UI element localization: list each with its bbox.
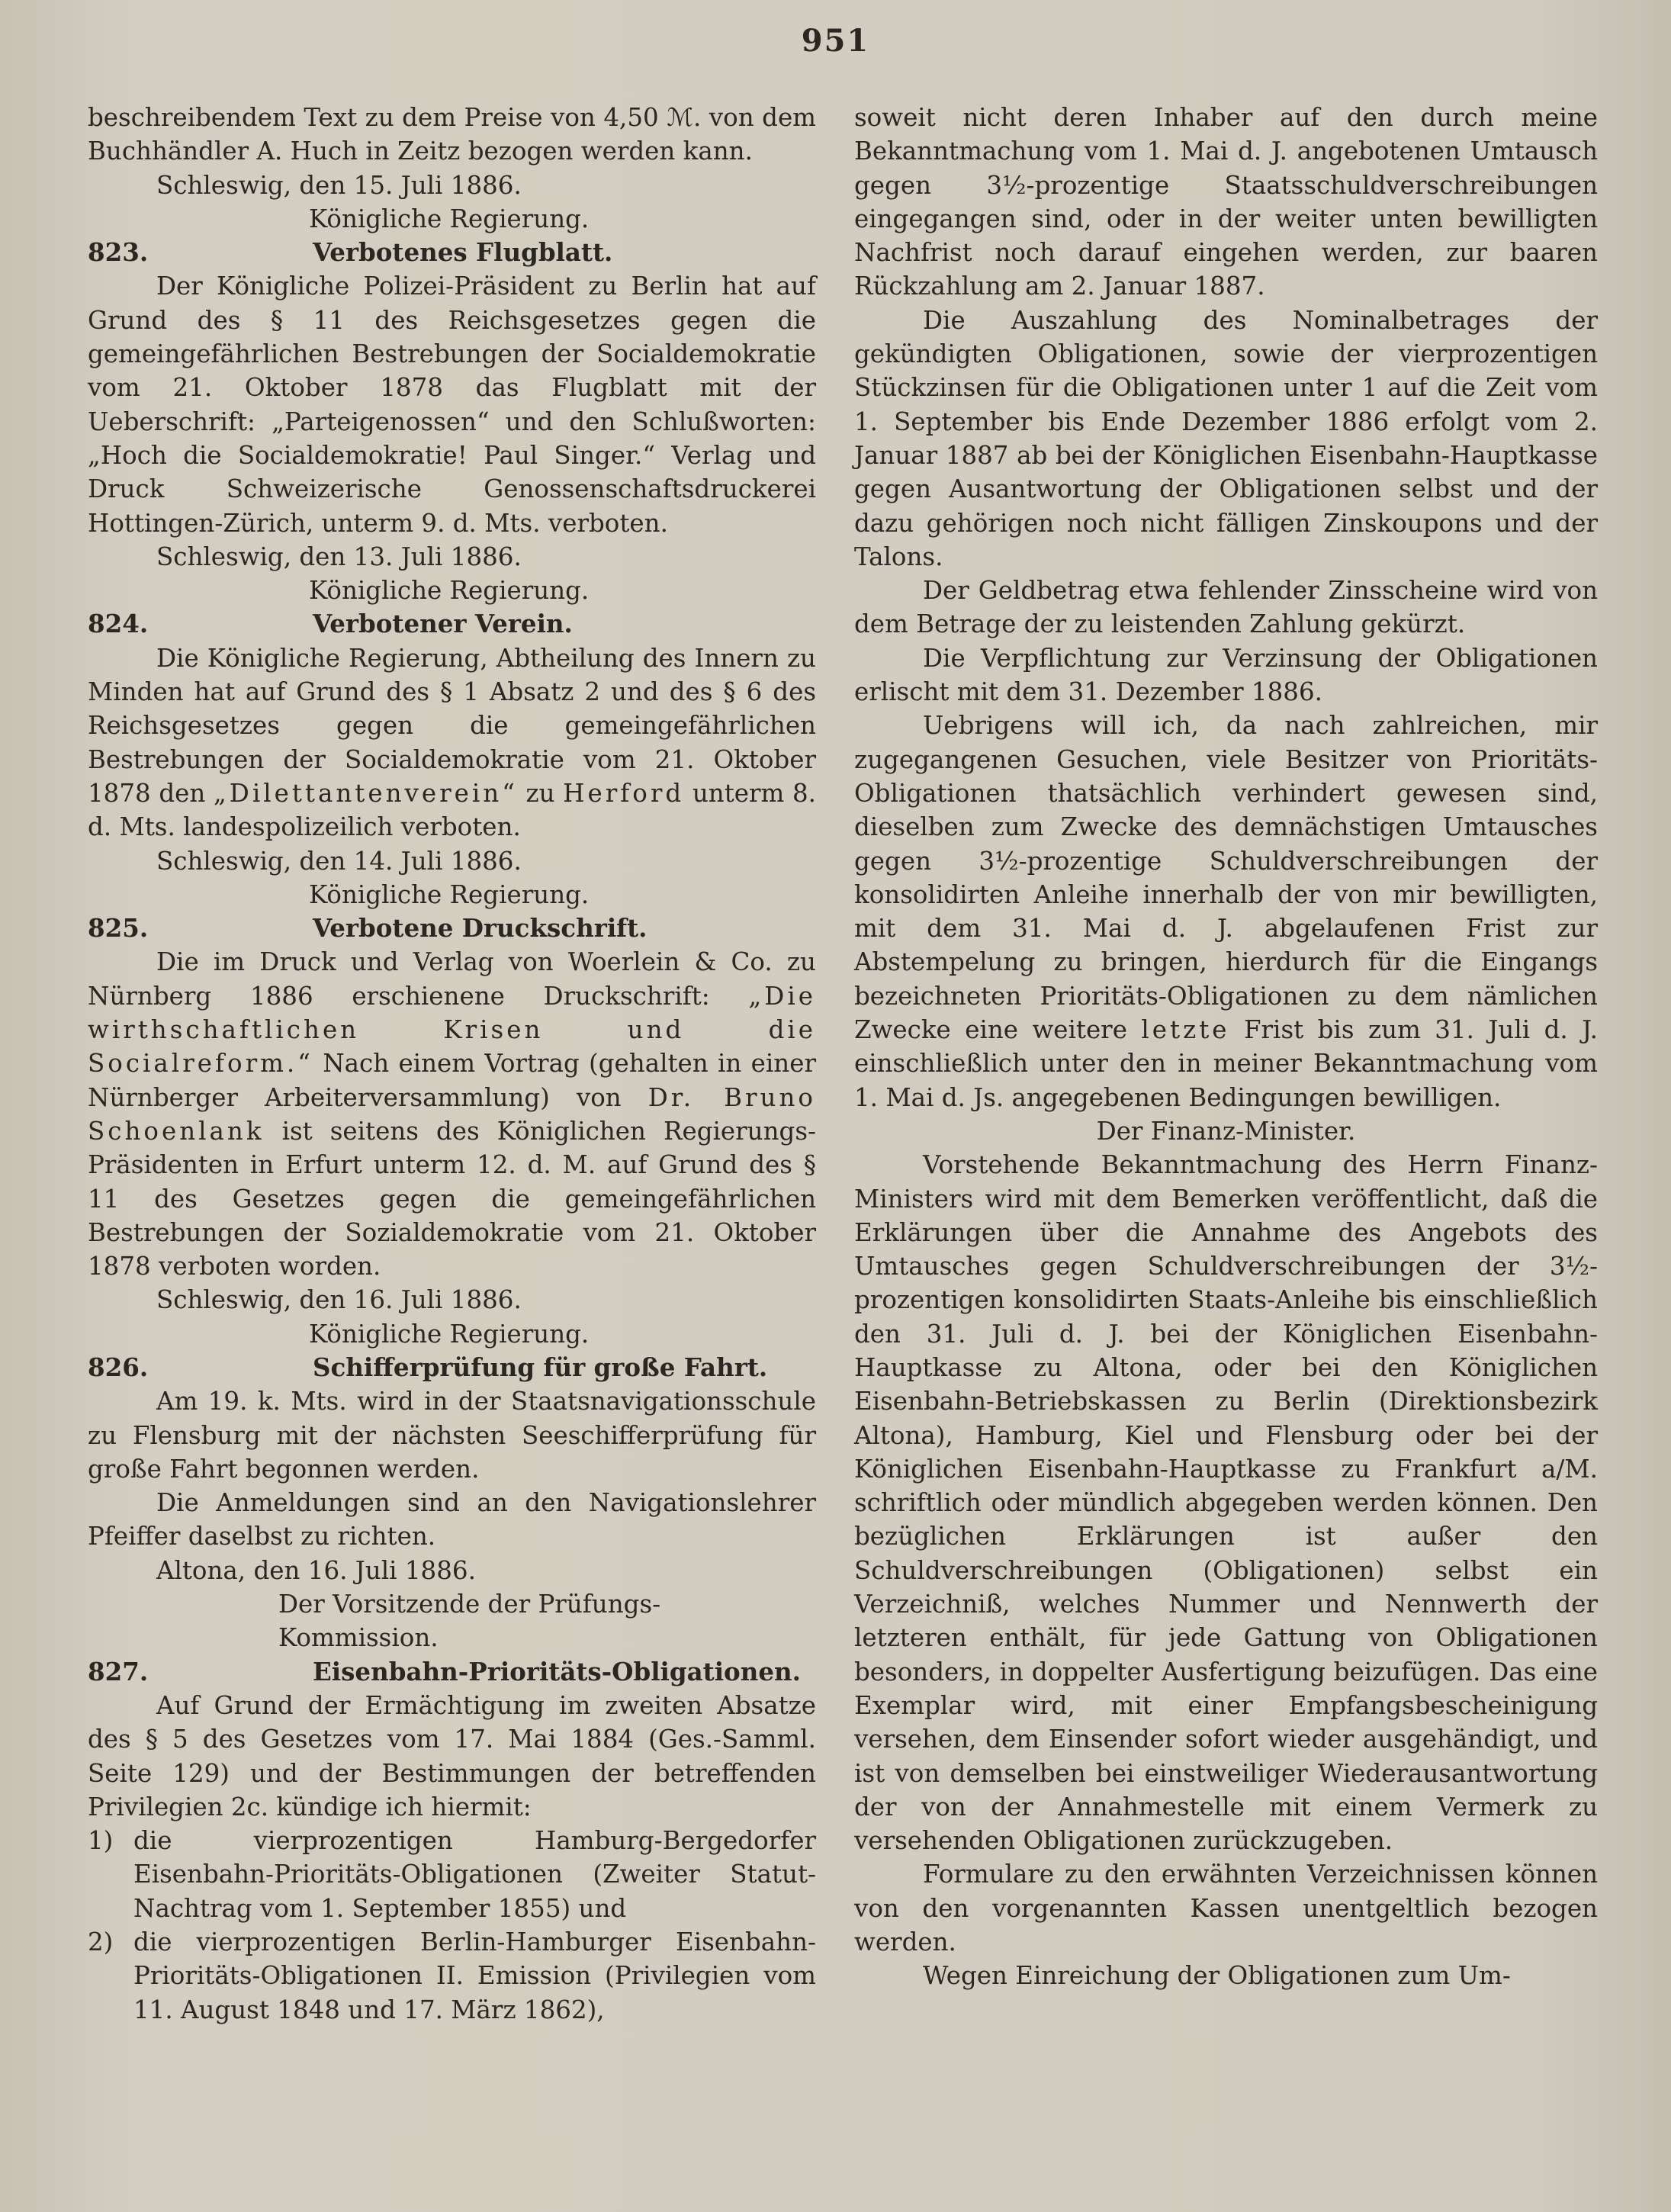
- paragraph: Die Verpflichtung zur Verzinsung der Obligationen erlischt mit dem 31. Dezember 1886.: [854, 643, 1598, 707]
- section-824-signature: Königliche Regierung.: [309, 879, 590, 909]
- section-number: 824.: [88, 609, 149, 639]
- section-823-place-date: Schleswig, den 13. Juli 1886.: [156, 542, 522, 571]
- list-marker: 2): [88, 1927, 114, 1957]
- section-number: 823.: [88, 237, 149, 268]
- body-text: zu: [517, 778, 564, 808]
- body-text: ist seitens des Königlichen Regierungs-Präsidenten in Erfurt unterm 12. d. M. auf Grund des § 11 des Gesetzes gegen die gemeingefährlichen Bestrebungen der Sozialdemokratie vom 21. Oktober 1878 verboten worden.: [88, 1116, 816, 1281]
- section-823-body: Der Königliche Polizei-Präsident zu Berlin hat auf Grund des § 11 des Reichsgesetzes gegen die gemeingefährlichen Bestrebungen der Socialdemokratie vom 21. Oktober 1878 das Flugblatt mit der Ueberschrift: „Parteigenossen“ und den Schlußworten: „Hoch die Socialdemokratie! Paul Singer.“ Verlag und Druck Schweizerische Genossenschaftsdruckerei Hottingen-Zürich, unterm 9. d. Mts. verboten.: [88, 272, 816, 538]
- continuation-place-date: Schleswig, den 15. Juli 1886.: [156, 170, 522, 200]
- continuation-signature: Königliche Regierung.: [309, 204, 590, 233]
- right-column: [854, 101, 1598, 1993]
- emphasis-word: letzte: [1141, 1015, 1230, 1045]
- section-title: Verbotene Druckschrift.: [313, 913, 648, 944]
- section-825-body: [88, 945, 816, 1283]
- list-text: die vierprozentigen Berlin-Hamburger Eisenbahn-Prioritäts-Obligationen II. Emission (Privilegien vom 11. August 1848 und 17. März 1862),: [133, 1927, 816, 2024]
- body-text: Frist bis zum 31. Juli d. J. einschließlich unter den in meiner Bekanntmachung vom 1. Mai d. Js. angegebenen Bedingungen bewilligen.: [854, 1015, 1598, 1112]
- section-827-heading: [88, 1655, 816, 1689]
- section-823-heading: [88, 236, 816, 269]
- section-title: Eisenbahn-Prioritäts-Obligationen.: [313, 1656, 801, 1686]
- list-item: [88, 1925, 816, 2027]
- paragraph: Formulare zu den erwähnten Verzeichnissen können von den vorgenannten Kassen unentgeltlich bezogen werden.: [854, 1860, 1598, 1957]
- paragraph: soweit nicht deren Inhaber auf den durch meine Bekanntmachung vom 1. Mai d. J. angebotenen Umtausch gegen 3½-prozentige Staatsschuldverschreibungen eingegangen sind, oder in der weiter unten bewilligten Nachfrist noch darauf eingehen werden, zur baaren Rückzahlung am 2. Januar 1887.: [854, 103, 1598, 301]
- paragraph: Der Geldbetrag etwa fehlender Zinsscheine wird von dem Betrage der zu leistenden Zahlung gekürzt.: [854, 576, 1598, 639]
- city-name: Herford: [563, 778, 685, 808]
- section-825-signature: Königliche Regierung.: [309, 1319, 590, 1349]
- section-825-place-date: Schleswig, den 16. Juli 1886.: [156, 1285, 522, 1315]
- section-826-heading: [88, 1351, 816, 1384]
- minister-signature: Der Finanz-Minister.: [1096, 1116, 1356, 1146]
- section-title: Schifferprüfung für große Fahrt.: [313, 1352, 768, 1382]
- list-item: [88, 1824, 816, 1925]
- section-823-signature: Königliche Regierung.: [309, 576, 590, 606]
- list-marker: 1): [88, 1826, 114, 1856]
- body-text: Die Königliche Regierung, Abtheilung des Innern zu Minden hat auf Grund des § 1 Absatz 2 und des § 6 des Reichsgesetzes gegen die gemeingefährlichen Bestrebungen der Socialdemokratie vom 21. Oktober 1878 den: [88, 643, 816, 808]
- left-column: [88, 101, 816, 2027]
- author-name: Dr. Bruno Schoenlank: [88, 1082, 816, 1146]
- continuation-text: beschreibendem Text zu dem Preise von 4,50 ℳ. von dem Buchhändler A. Huch in Zeitz bezogen werden kann.: [88, 103, 816, 166]
- paragraph: Die Auszahlung des Nominalbetrages der gekündigten Obligationen, sowie der vierprozentigen Stückzinsen für die Obligationen unter 1 auf die Zeit vom 1. September bis Ende Dezember 1886 erfolgt vom 2. Januar 1887 ab bei der Königlichen Eisenbahn-Hauptkasse gegen Ausantwortung der Obligationen selbst und der dazu gehörigen noch nicht fälligen Zinskoupons und der Talons.: [854, 305, 1598, 571]
- paragraph: [854, 709, 1598, 1114]
- section-824-body: [88, 641, 816, 844]
- section-826-place-date: Altona, den 16. Juli 1886.: [156, 1555, 476, 1585]
- section-number: 827.: [88, 1656, 149, 1686]
- section-826-signature: Der Vorsitzende der Prüfungs-Kommission.: [278, 1590, 661, 1653]
- section-title: Verbotenes Flugblatt.: [313, 237, 613, 268]
- section-824-place-date: Schleswig, den 14. Juli 1886.: [156, 846, 522, 876]
- section-826-body-2: Die Anmeldungen sind an den Navigationslehrer Pfeiffer daselbst zu richten.: [88, 1488, 816, 1551]
- paragraph: Wegen Einreichung der Obligationen zum Um-: [923, 1961, 1511, 1991]
- section-number: 825.: [88, 913, 149, 944]
- section-826-body-1: Am 19. k. Mts. wird in der Staatsnavigationsschule zu Flensburg mit der nächsten Seeschifferprüfung für große Fahrt begonnen werden.: [88, 1387, 816, 1484]
- section-827-body: Auf Grund der Ermächtigung im zweiten Absatze des § 5 des Gesetzes vom 17. Mai 1884 (Ges.-Samml. Seite 129) und der Bestimmungen der betreffenden Privilegien 2c. kündige ich hiermit:: [88, 1690, 816, 1821]
- list-text: die vierprozentigen Hamburg-Bergedorfer Eisenbahn-Prioritäts-Obligationen (Zweiter Statut-Nachtrag vom 1. September 1855) und: [133, 1826, 816, 1923]
- body-text: Die im Druck und Verlag von Woerlein & Co. zu Nürnberg 1886 erschienene Druckschrift:: [88, 947, 816, 1011]
- page-number: 951: [801, 23, 870, 59]
- body-text: Nach einem Vortrag (gehalten in einer Nürnberger Arbeiterversammlung) von: [88, 1049, 816, 1112]
- section-title: Verbotener Verein.: [313, 609, 573, 639]
- club-name: „Dilettantenverein“: [213, 778, 518, 808]
- section-number: 826.: [88, 1352, 149, 1382]
- section-825-heading: [88, 911, 816, 945]
- body-text: unterm 8. d. Mts. landespolizeilich verboten.: [88, 778, 817, 842]
- body-text: Uebrigens will ich, da nach zahlreichen, mir zugegangenen Gesuchen, viele Besitzer von Prioritäts-Obligationen thatsächlich verhindert gewesen sind, dieselben zum Zwecke des demnächstigen Umtausches gegen 3½-prozentige Schuldverschreibungen der konsolidirten Anleihe innerhalb der von mir bewilligten, mit dem 31. Mai d. J. abgelaufenen Frist zur Abstempelung zu bringen, hierdurch für die Eingangs bezeichneten Prioritäts-Obligationen zu dem nämlichen Zwecke eine weitere: [854, 711, 1598, 1045]
- book-title: „Die wirthschaftlichen Krisen und die Socialreform.“: [88, 981, 816, 1079]
- section-824-heading: [88, 607, 816, 641]
- paragraph: Vorstehende Bekanntmachung des Herrn Finanz-Ministers wird mit dem Bemerken veröffentlicht, daß die Erklärungen über die Annahme des Angebots des Umtausches gegen Schuldverschreibungen der 3½-prozentigen konsolidirten Staats-Anleihe bis einschließlich den 31. Juli d. J. bei der Königlichen Eisenbahn-Hauptkasse zu Altona, oder bei den Königlichen Eisenbahn-Betriebskassen zu Berlin (Direktionsbezirk Altona), Hamburg, Kiel und Flensburg oder bei der Königlichen Eisenbahn-Hauptkasse zu Frankfurt a/M. schriftlich oder mündlich abgegeben werden können. Den bezüglichen Erklärungen ist außer den Schuldverschreibungen (Obligationen) selbst ein Verzeichniß, welches Nummer und Nennwerth der letzteren enthält, für jede Gattung von Obligationen besonders, in doppelter Ausfertigung beizufügen. Das eine Exemplar wird, mit einer Empfangsbescheinigung versehen, dem Einsender sofort wieder ausgehändigt, und ist von demselben bei einstweiliger Wiederausantwortung der von der Annahmestelle mit einem Vermerk zu versehenden Obligationen zurückzugeben.: [854, 1150, 1598, 1856]
